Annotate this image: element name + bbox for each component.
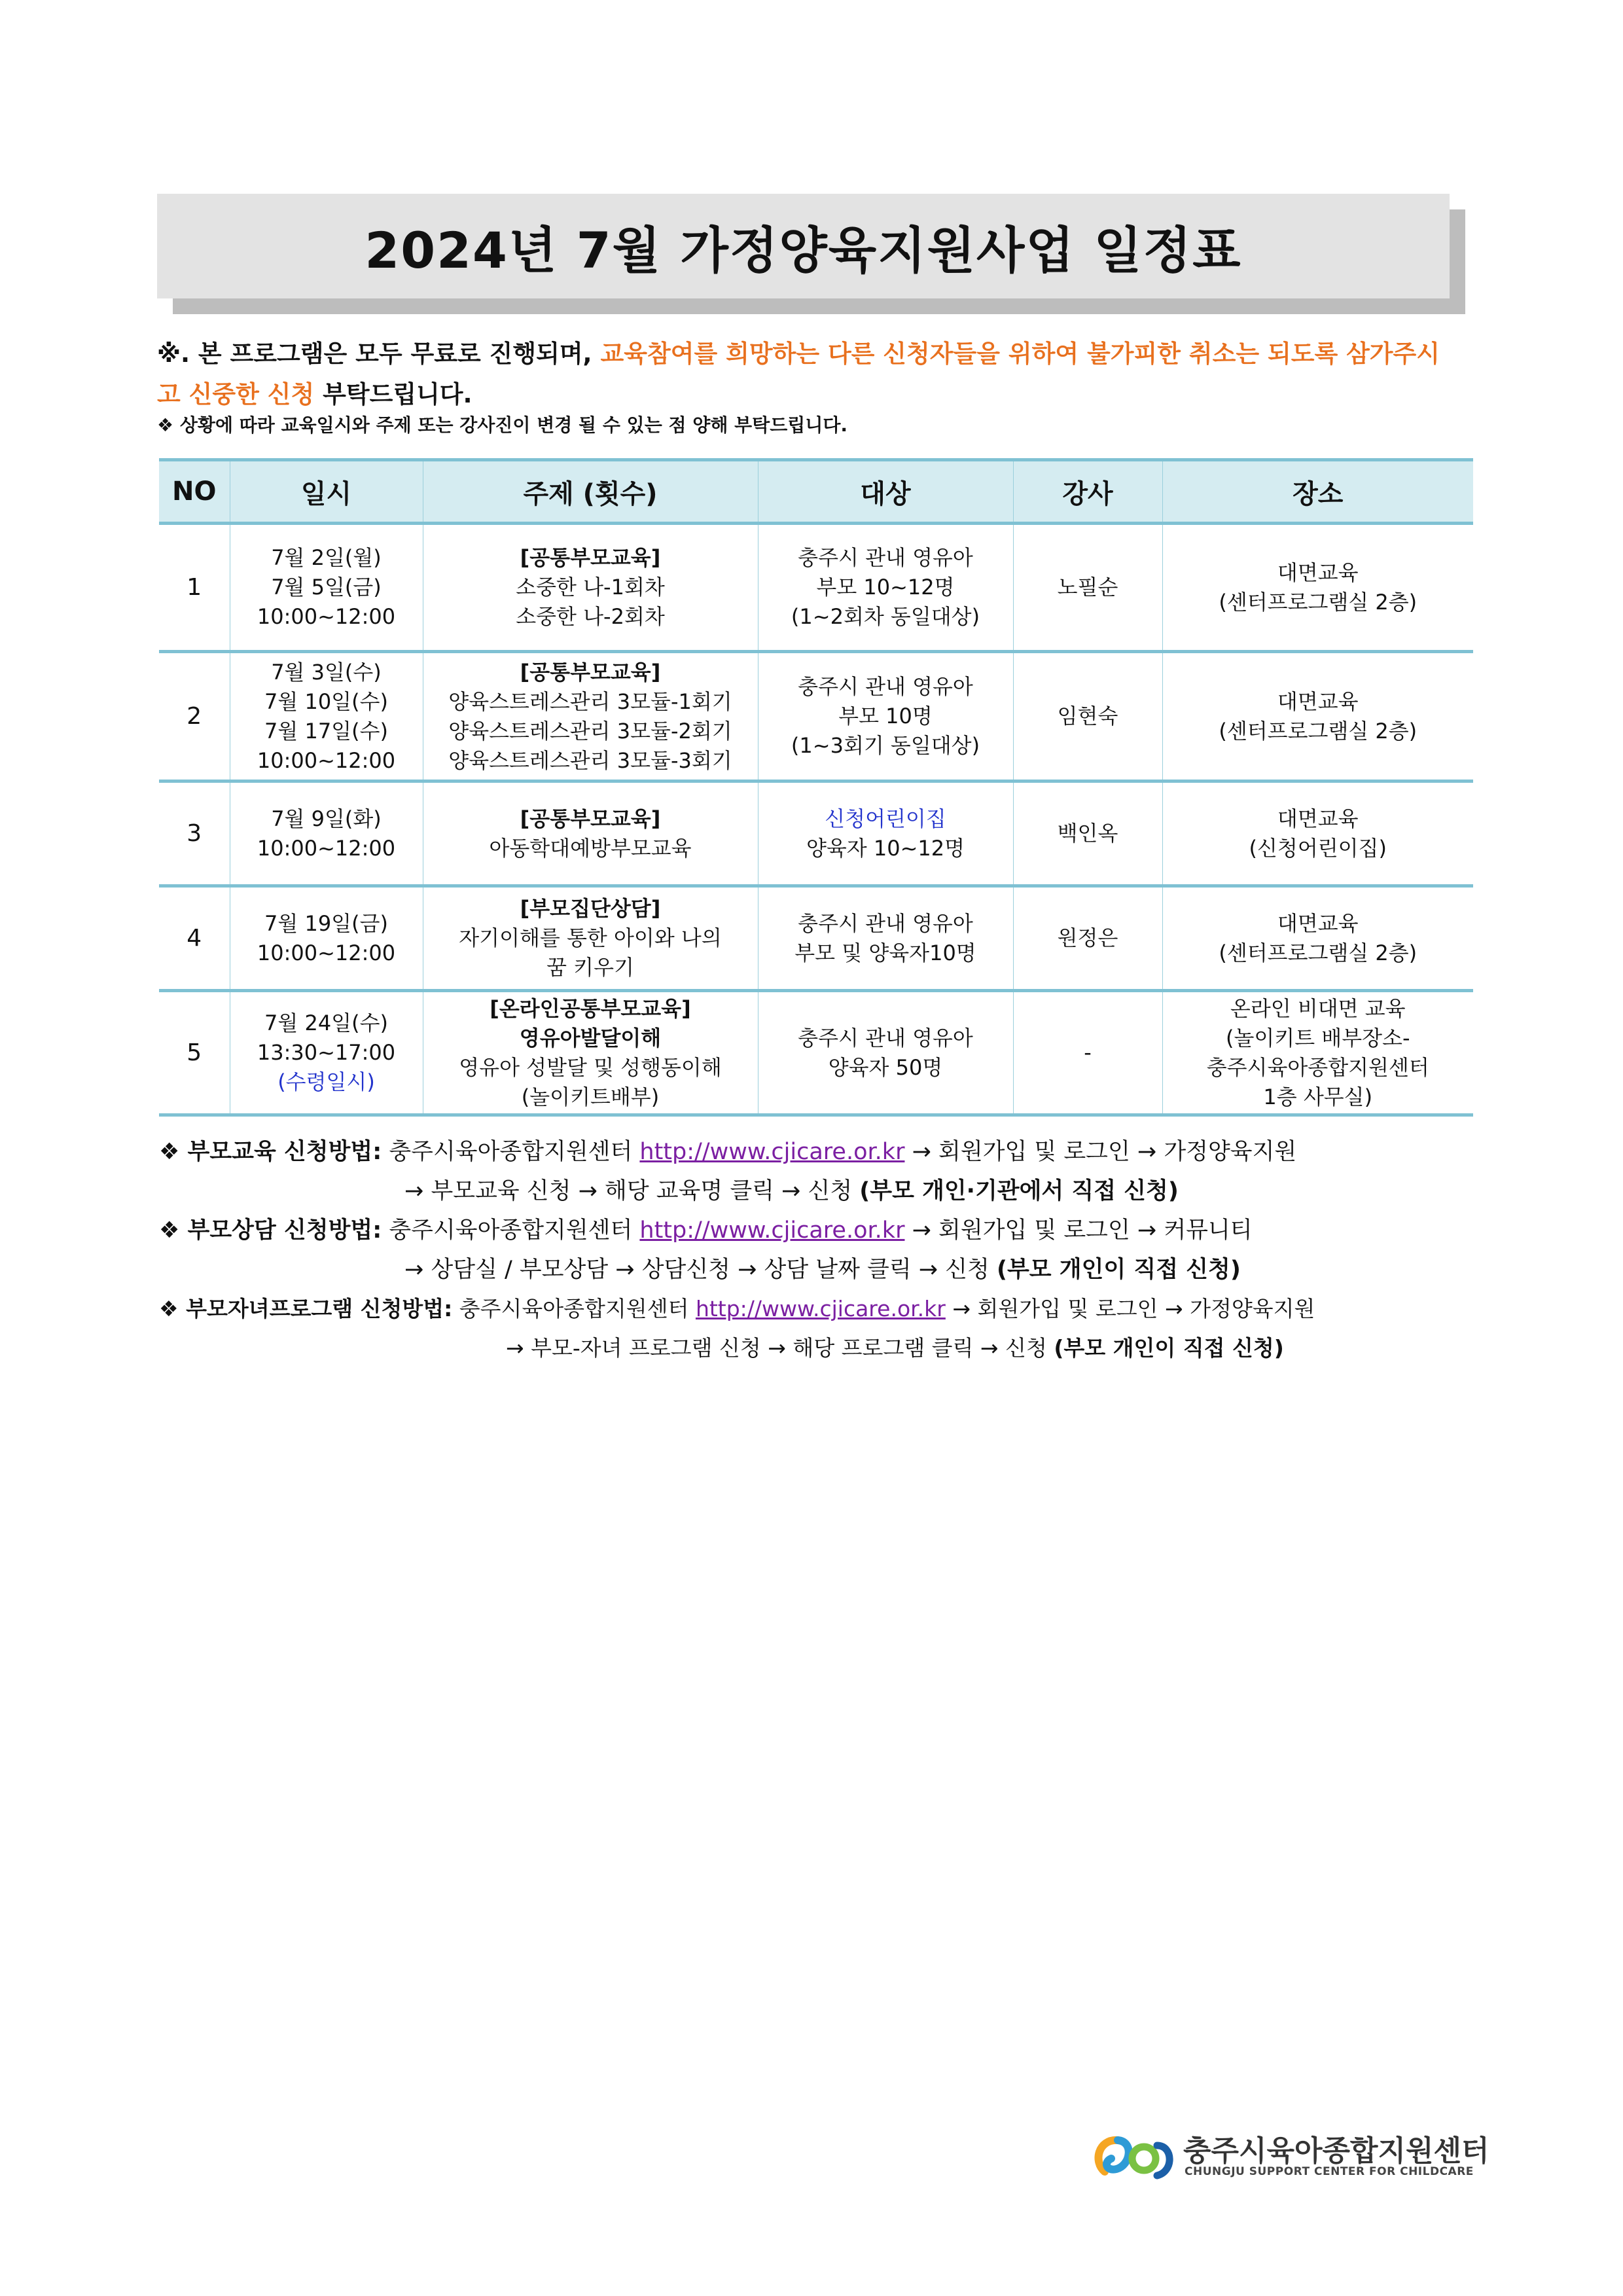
method-label: ❖ 부모상담 신청방법: [159, 1217, 382, 1244]
row-no: 4 [159, 886, 230, 991]
target-line: 신청어린이집 [825, 806, 946, 831]
table-row [159, 781, 1473, 886]
method-steps: → 회원가입 및 로그인 → 가정양육지원 [904, 1139, 1297, 1165]
date-line: 7월 17일(수) [264, 718, 388, 744]
row-date [230, 886, 423, 991]
page-title: 2024년 7월 가정양육지원사업 일정표 [365, 221, 1242, 279]
row-instructor: 노필순 [1013, 524, 1162, 652]
row-place [1162, 524, 1473, 652]
row-target [758, 886, 1013, 991]
date-line: 10:00~12:00 [257, 747, 396, 773]
website-link[interactable]: http://www.cjicare.or.kr [639, 1139, 905, 1165]
table-row [159, 886, 1473, 991]
method-steps: → 상담실 / 부모상담 → 상담신청 → 상담 날짜 클릭 → 신청 [404, 1257, 997, 1283]
topic-subtitle: 영유아발달이해 [519, 1025, 662, 1050]
notice-text [157, 334, 1459, 415]
row-instructor: 원정은 [1013, 886, 1162, 991]
header-topic: 주제 (횟수) [423, 460, 758, 524]
topic-line: 꿈 키우기 [546, 955, 634, 980]
row-place [1162, 886, 1473, 991]
topic-category: [공통부모교육] [520, 806, 661, 831]
topic-category: [온라인공통부모교육] [490, 996, 691, 1021]
topic-line: (놀이키트배부) [521, 1084, 660, 1109]
target-line: 충주시 관내 영유아 [798, 1025, 973, 1050]
place-line: (신청어린이집) [1249, 835, 1387, 861]
topic-line: 소중한 나-2회차 [516, 604, 665, 629]
header-instructor: 강사 [1013, 460, 1162, 524]
place-line: 온라인 비대면 교육 [1230, 996, 1406, 1021]
place-line: 대면교육 [1277, 689, 1359, 714]
notice-highlight: 교육참여를 희망하는 다른 신청자들을 위하여 불가피한 취소는 되도록 삼가주시고 신중한 신청 [157, 340, 1440, 408]
row-no: 2 [159, 652, 230, 781]
method-emphasis: (부모 개인·기관에서 직접 신청) [859, 1178, 1179, 1204]
date-line: 10:00~12:00 [257, 940, 396, 965]
place-line: 1층 사무실) [1263, 1084, 1373, 1109]
header-target: 대상 [758, 460, 1013, 524]
method-emphasis: (부모 개인이 직접 신청) [997, 1257, 1241, 1283]
topic-category: [공통부모교육] [520, 545, 661, 570]
method-steps: → 부모교육 신청 → 해당 교육명 클릭 → 신청 [404, 1178, 860, 1204]
title-banner [157, 194, 1450, 298]
topic-category: [부모집단상담] [520, 896, 661, 921]
date-line: 7월 2일(월) [271, 545, 382, 570]
row-topic [423, 886, 758, 991]
row-date [230, 652, 423, 781]
row-target [758, 781, 1013, 886]
place-line: (센터프로그램실 2층) [1219, 940, 1418, 965]
method-line2 [159, 1250, 1468, 1289]
title-box [157, 194, 1450, 298]
place-line: (센터프로그램실 2층) [1219, 718, 1418, 744]
method-emphasis: (부모 개인이 직접 신청) [1054, 1335, 1284, 1361]
date-line: 10:00~12:00 [257, 604, 396, 629]
table-row [159, 524, 1473, 652]
method-parent-counseling [159, 1211, 1468, 1250]
row-topic [423, 524, 758, 652]
row-date [230, 781, 423, 886]
date-line: 7월 24일(수) [264, 1011, 388, 1035]
row-place [1162, 652, 1473, 781]
date-line: 7월 5일(금) [271, 575, 382, 600]
target-line: 양육자 10~12명 [806, 835, 965, 861]
method-steps: → 회원가입 및 로그인 → 커뮤니티 [904, 1217, 1253, 1244]
target-line: 충주시 관내 영유아 [798, 545, 973, 570]
row-instructor: 임현숙 [1013, 652, 1162, 781]
target-line: 부모 10~12명 [816, 575, 955, 600]
row-date [230, 524, 423, 652]
target-line: 양육자 50명 [828, 1054, 943, 1080]
topic-line: 자기이해를 통한 아이와 나의 [459, 925, 722, 950]
place-line: 대면교육 [1277, 560, 1359, 585]
topic-category: [공통부모교육] [520, 659, 661, 685]
table-header-row [159, 460, 1473, 524]
notice-suffix: 부탁드립니다. [314, 380, 473, 408]
row-instructor: 백인옥 [1013, 781, 1162, 886]
row-date [230, 991, 423, 1115]
center-logo [1092, 2126, 1489, 2185]
header-date: 일시 [230, 460, 423, 524]
row-topic [423, 652, 758, 781]
target-line: 부모 10명 [838, 704, 933, 728]
logo-dot-green [1132, 2147, 1156, 2170]
method-line2 [159, 1172, 1468, 1211]
topic-line: 영유아 성발달 및 성행동이해 [459, 1054, 722, 1080]
place-line: (놀이키트 배부장소- [1226, 1025, 1410, 1050]
topic-line: 양육스트레스관리 3모듈-2회기 [448, 718, 732, 744]
topic-line: 양육스트레스관리 3모듈-3회기 [448, 747, 732, 773]
change-notice: ❖ 상황에 따라 교육일시와 주제 또는 강사진이 변경 될 수 있는 점 양해 부탁드립니다. [157, 414, 848, 436]
method-parent-child-program [159, 1289, 1468, 1329]
date-line: 7월 19일(금) [264, 910, 388, 936]
date-line: 7월 9일(화) [271, 806, 382, 831]
target-line: (1~3회기 동일대상) [791, 733, 980, 758]
logo-mark-icon [1092, 2126, 1175, 2185]
topic-line: 양육스트레스관리 3모듈-1회기 [448, 689, 732, 714]
place-line: 대면교육 [1277, 806, 1359, 831]
topic-line: 소중한 나-1회차 [516, 575, 665, 600]
row-place [1162, 781, 1473, 886]
row-target [758, 991, 1013, 1115]
method-center: 충주시육아종합지원센터 [452, 1296, 696, 1321]
place-line: (센터프로그램실 2층) [1219, 589, 1418, 615]
method-parent-education [159, 1132, 1468, 1172]
application-methods [159, 1132, 1468, 1368]
target-line: (1~2회차 동일대상) [791, 604, 980, 629]
method-label: ❖ 부모교육 신청방법: [159, 1139, 382, 1165]
method-steps: → 부모-자녀 프로그램 신청 → 해당 프로그램 클릭 → 신청 [506, 1335, 1054, 1361]
header-no: NO [159, 460, 230, 524]
row-target [758, 524, 1013, 652]
method-center: 충주시육아종합지원센터 [382, 1139, 640, 1165]
website-link[interactable]: http://www.cjicare.or.kr [695, 1296, 946, 1321]
place-line: 충주시육아종합지원센터 [1206, 1054, 1429, 1080]
date-line: 7월 3일(수) [271, 659, 382, 685]
row-no: 3 [159, 781, 230, 886]
row-place [1162, 991, 1473, 1115]
method-label: ❖ 부모자녀프로그램 신청방법: [159, 1296, 453, 1321]
logo-english-name: CHUNGJU SUPPORT CENTER FOR CHILDCARE [1185, 2165, 1474, 2178]
method-center: 충주시육아종합지원센터 [382, 1217, 640, 1244]
method-line2 [159, 1329, 1468, 1368]
row-topic [423, 991, 758, 1115]
target-line: 충주시 관내 영유아 [798, 910, 973, 936]
date-line: (수령일시) [277, 1069, 375, 1094]
table-row [159, 652, 1473, 781]
target-line: 부모 및 양육자10명 [794, 940, 976, 965]
website-link[interactable]: http://www.cjicare.or.kr [639, 1217, 905, 1244]
row-no: 5 [159, 991, 230, 1115]
method-steps: → 회원가입 및 로그인 → 가정양육지원 [945, 1296, 1315, 1321]
header-place: 장소 [1162, 460, 1473, 524]
topic-line: 아동학대예방부모교육 [489, 835, 692, 861]
date-line: 7월 10일(수) [264, 689, 388, 714]
table-row [159, 991, 1473, 1115]
place-line: 대면교육 [1277, 910, 1359, 936]
date-line: 13:30~17:00 [257, 1040, 396, 1065]
row-instructor: - [1013, 991, 1162, 1115]
row-no: 1 [159, 524, 230, 652]
target-line: 충주시 관내 영유아 [798, 674, 973, 699]
row-target [758, 652, 1013, 781]
row-topic [423, 781, 758, 886]
date-line: 10:00~12:00 [257, 835, 396, 861]
schedule-table [159, 458, 1473, 1117]
logo-korean-name: 충주시육아종합지원센터 [1183, 2134, 1489, 2168]
notice-prefix: ※. 본 프로그램은 모두 무료로 진행되며, [157, 340, 601, 368]
